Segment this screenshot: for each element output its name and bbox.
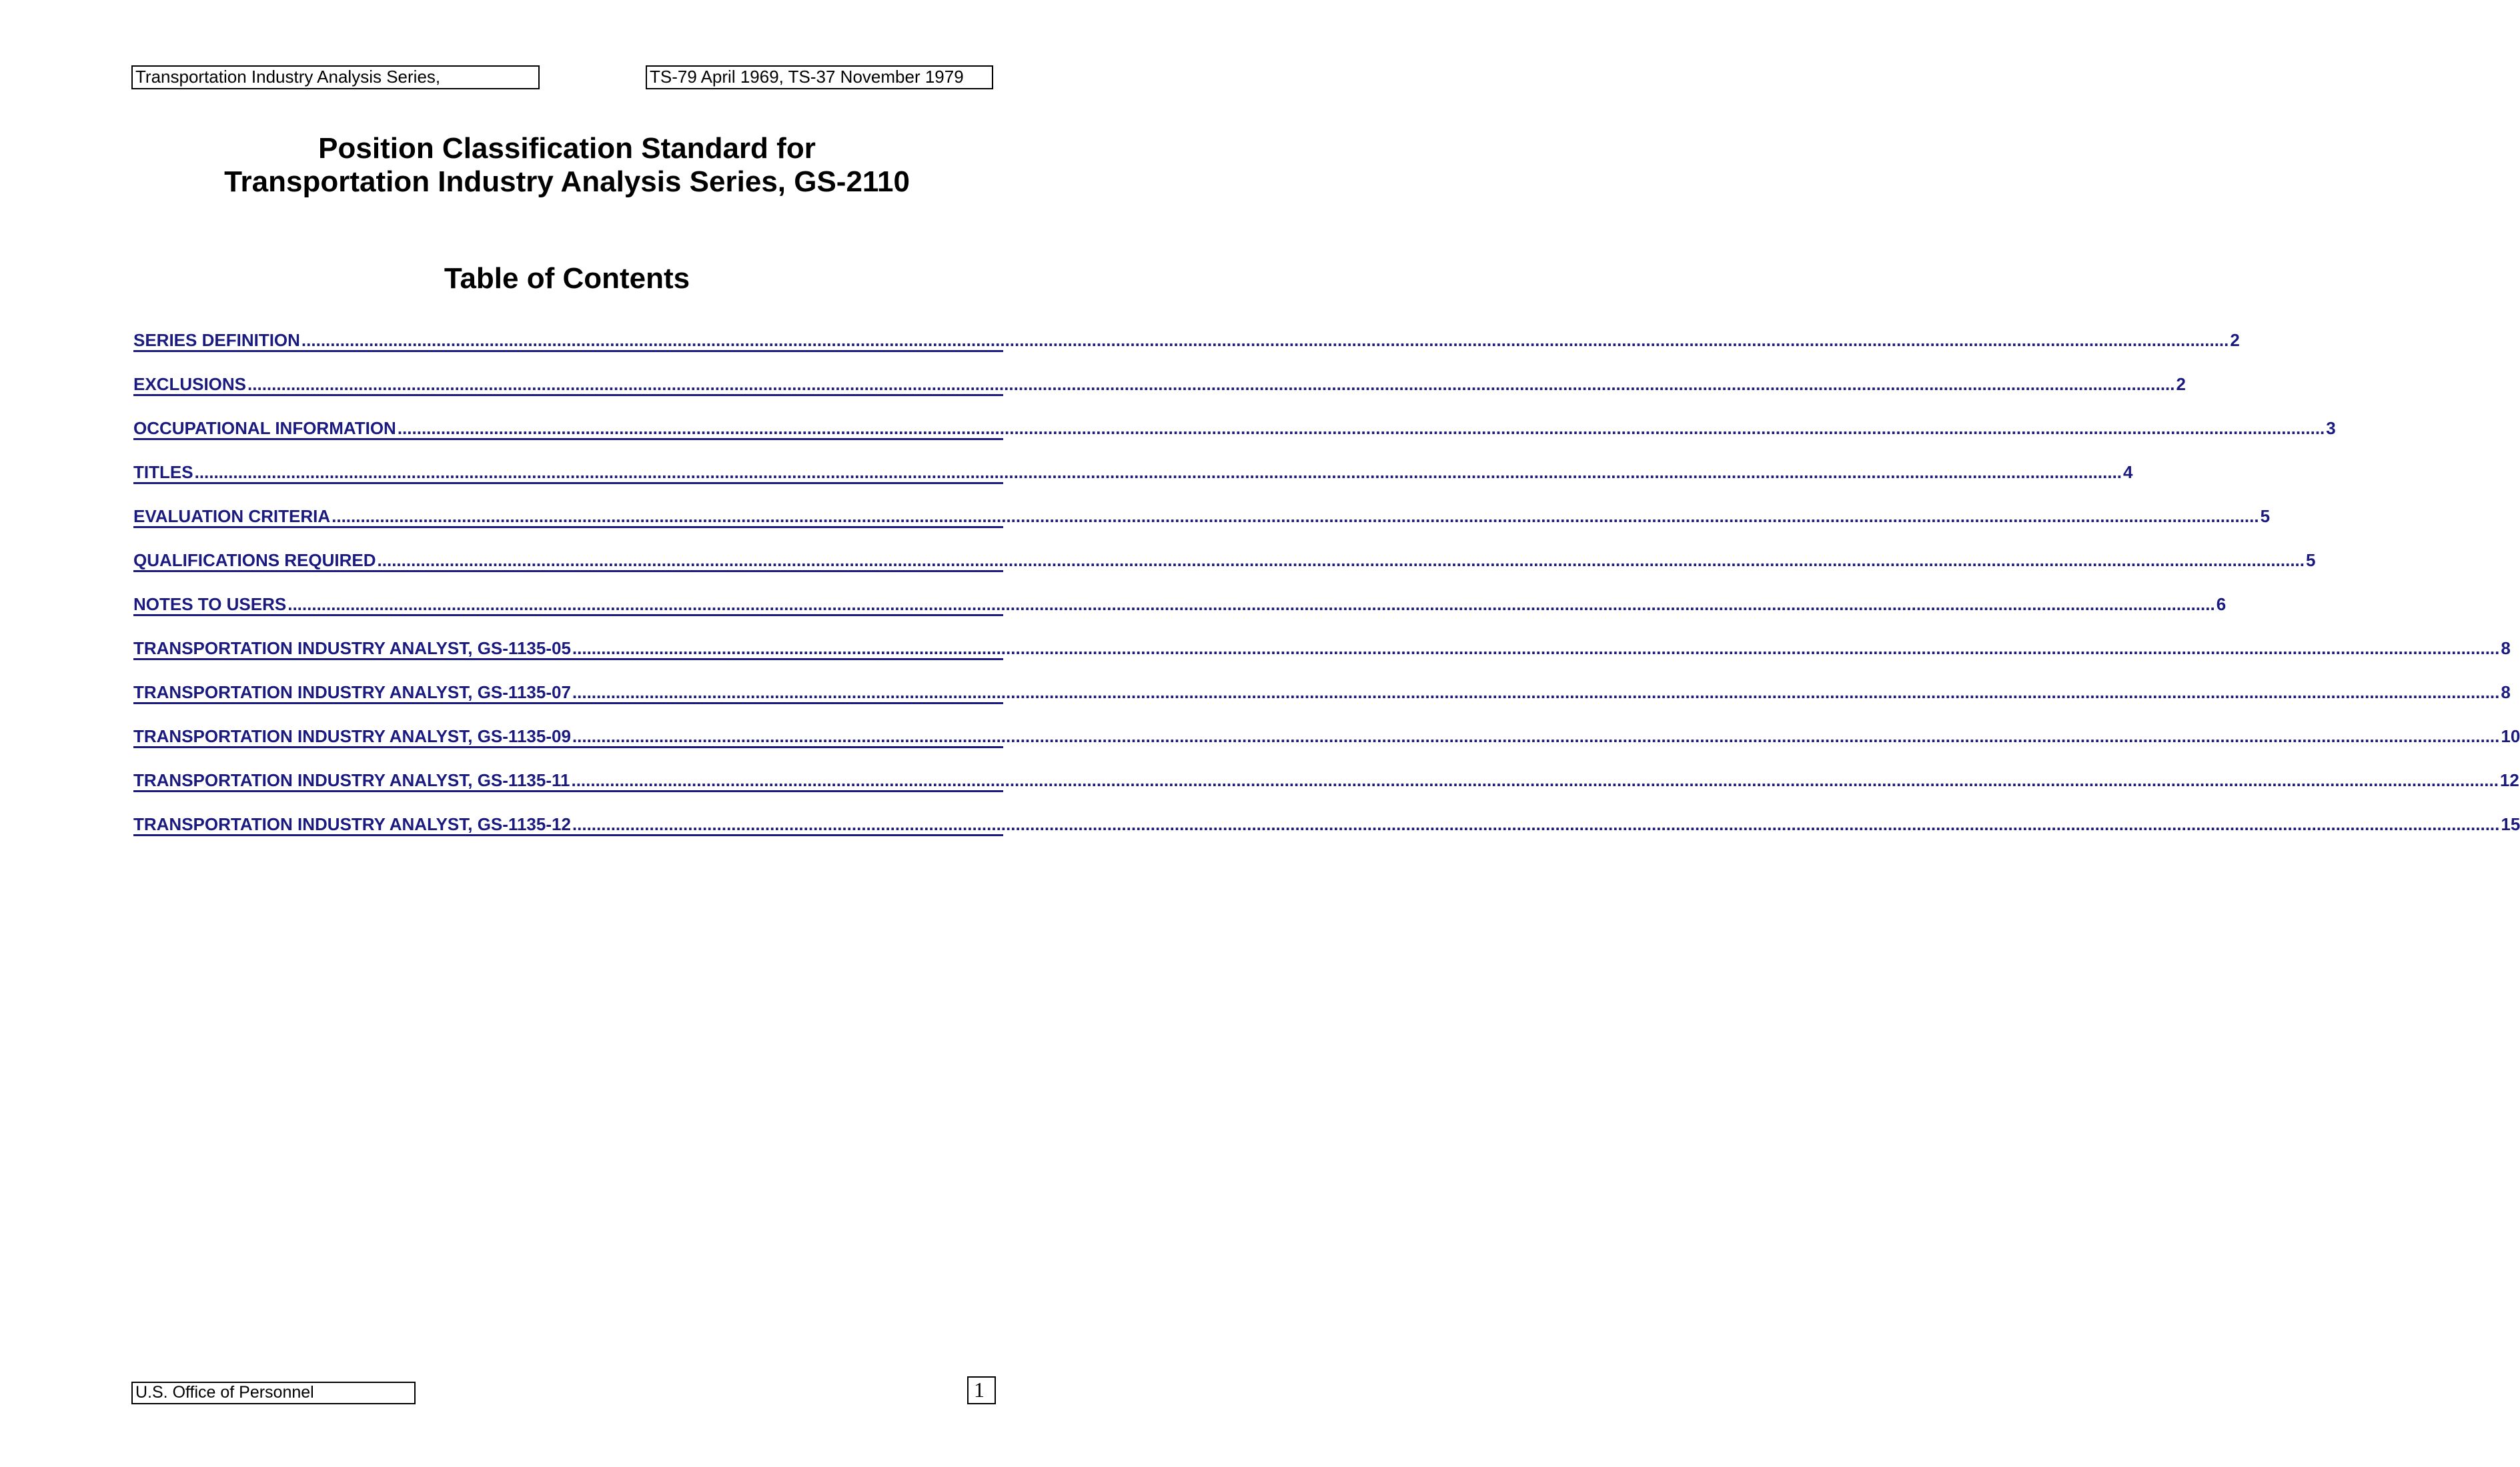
toc-entry-title: TRANSPORTATION INDUSTRY ANALYST, GS-1135-05 — [133, 638, 571, 658]
toc-link-series-definition[interactable] — [133, 330, 2240, 352]
toc-entry-title: TITLES — [133, 462, 193, 482]
toc-entry-title: SERIES DEFINITION — [133, 330, 300, 350]
toc-entry-title: QUALIFICATIONS REQUIRED — [133, 550, 376, 570]
toc-link-notes-to-users[interactable] — [133, 594, 2227, 616]
toc-entry — [133, 594, 2227, 639]
table-of-contents — [133, 330, 2520, 860]
toc-entry-page: 3 — [2326, 418, 2336, 438]
toc-entry-page: 8 — [2501, 638, 2511, 658]
toc-dot-leader: ................................................................................................................................................................................................................................................................................................................................................................................................................ — [572, 682, 2500, 702]
toc-link-gs-1135-05[interactable] — [133, 638, 2511, 660]
toc-heading: Table of Contents — [444, 262, 690, 295]
toc-entry — [133, 506, 2271, 551]
toc-entry-title: TRANSPORTATION INDUSTRY ANALYST, GS-1135-09 — [133, 726, 571, 746]
toc-entry — [133, 462, 2133, 507]
toc-dot-leader: ................................................................................................................................................................................................................................................................................................................................................................................................................ — [194, 462, 2122, 482]
toc-link-titles[interactable] — [133, 462, 2133, 484]
toc-dot-leader: ................................................................................................................................................................................................................................................................................................................................................................................................................ — [247, 374, 2175, 394]
toc-entry-title: OCCUPATIONAL INFORMATION — [133, 418, 396, 438]
toc-entry — [133, 330, 2240, 375]
toc-dot-leader: ................................................................................................................................................................................................................................................................................................................................................................................................................ — [571, 770, 2499, 790]
toc-entry — [133, 550, 2316, 595]
header-series-name: Transportation Industry Analysis Series, — [131, 65, 540, 89]
toc-entry-page: 8 — [2501, 682, 2511, 702]
toc-entry-page: 2 — [2230, 330, 2240, 350]
toc-entry — [133, 814, 2520, 860]
toc-entry-page: 2 — [2176, 374, 2186, 394]
toc-dot-leader: ................................................................................................................................................................................................................................................................................................................................................................................................................ — [572, 638, 2500, 658]
toc-entry — [133, 682, 2511, 727]
toc-dot-leader: ................................................................................................................................................................................................................................................................................................................................................................................................................ — [301, 330, 2229, 350]
toc-entry — [133, 418, 2336, 463]
toc-link-gs-1135-07[interactable] — [133, 682, 2511, 704]
toc-dot-leader: ................................................................................................................................................................................................................................................................................................................................................................................................................ — [397, 418, 2325, 438]
document-title-line-1: Position Classification Standard for — [318, 132, 816, 165]
toc-entry-title: TRANSPORTATION INDUSTRY ANALYST, GS-1135-11 — [133, 770, 570, 790]
toc-entry-title: EVALUATION CRITERIA — [133, 506, 331, 526]
toc-entry — [133, 638, 2511, 683]
toc-link-exclusions[interactable] — [133, 374, 2186, 396]
toc-entry-page: 10 — [2501, 726, 2520, 746]
toc-dot-leader: ................................................................................................................................................................................................................................................................................................................................................................................................................ — [377, 550, 2305, 570]
toc-link-gs-1135-11[interactable] — [133, 770, 2519, 792]
toc-entry — [133, 726, 2520, 772]
toc-dot-leader: ................................................................................................................................................................................................................................................................................................................................................................................................................ — [287, 594, 2215, 614]
toc-entry-page: 5 — [2260, 506, 2271, 526]
toc-dot-leader: ................................................................................................................................................................................................................................................................................................................................................................................................................ — [572, 814, 2500, 834]
toc-dot-leader: ................................................................................................................................................................................................................................................................................................................................................................................................................ — [332, 506, 2259, 526]
toc-entry-title: TRANSPORTATION INDUSTRY ANALYST, GS-1135-12 — [133, 814, 571, 834]
footer-agency-name: U.S. Office of Personnel — [131, 1382, 416, 1404]
header-issue-dates: TS-79 April 1969, TS-37 November 1979 — [646, 65, 993, 89]
document-title-line-2: Transportation Industry Analysis Series, GS-2110 — [224, 165, 910, 198]
toc-entry-page: 5 — [2305, 550, 2316, 570]
toc-link-occupational-information[interactable] — [133, 418, 2336, 440]
toc-entry-page: 12 — [2499, 770, 2519, 790]
toc-entry-page: 15 — [2501, 814, 2520, 834]
toc-link-qualifications-required[interactable] — [133, 550, 2316, 572]
toc-link-gs-1135-12[interactable] — [133, 814, 2520, 836]
toc-link-gs-1135-09[interactable] — [133, 726, 2520, 748]
toc-entry-page: 4 — [2123, 462, 2133, 482]
toc-link-evaluation-criteria[interactable] — [133, 506, 2271, 528]
toc-entry-title: NOTES TO USERS — [133, 594, 287, 614]
page-number: 1 — [967, 1376, 996, 1404]
toc-entry — [133, 770, 2519, 816]
toc-entry-title: EXCLUSIONS — [133, 374, 247, 394]
toc-entry-title: TRANSPORTATION INDUSTRY ANALYST, GS-1135-07 — [133, 682, 571, 702]
toc-entry — [133, 374, 2186, 419]
toc-entry-page: 6 — [2216, 594, 2227, 614]
toc-dot-leader: ................................................................................................................................................................................................................................................................................................................................................................................................................ — [572, 726, 2500, 746]
